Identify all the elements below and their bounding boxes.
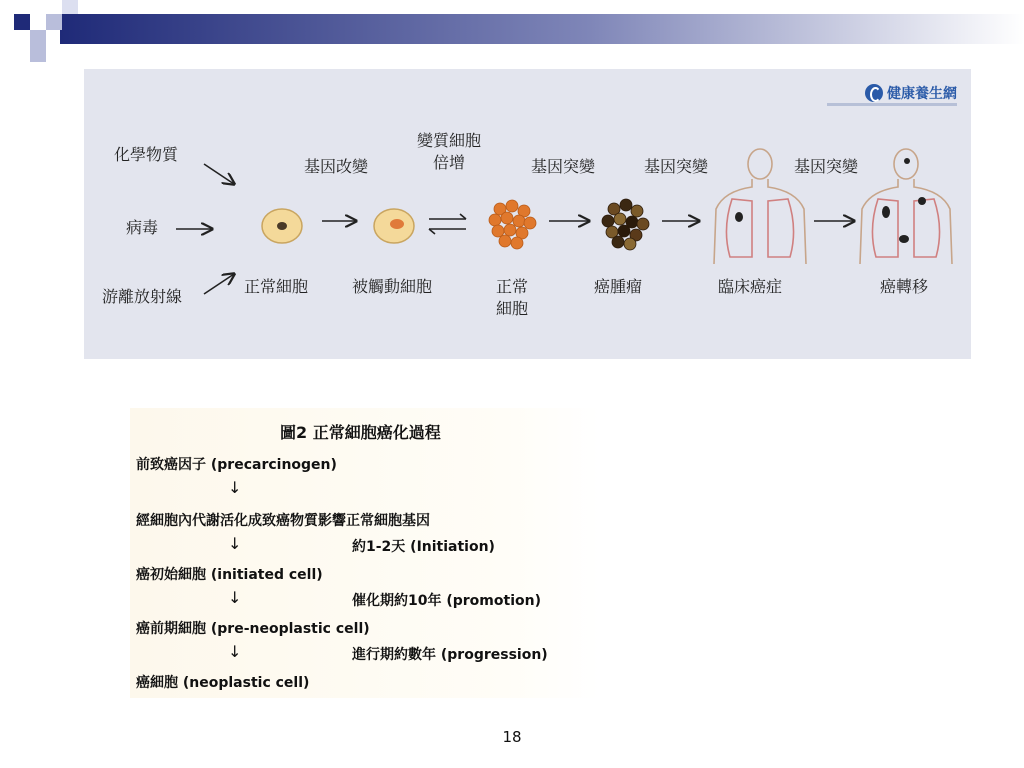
duration-promotion: 催化期約10年 (promotion)	[352, 593, 541, 609]
page-number: 18	[502, 728, 522, 746]
label-gene-change: 基因改變	[304, 157, 369, 176]
equilibrium-arrows	[429, 214, 466, 234]
cause-virus: 病毒	[126, 218, 159, 237]
flow-line-1: 前致癌因子 (precarcinogen)	[136, 457, 337, 473]
stage-normal-cells-2: 細胞	[495, 299, 528, 318]
activated-cell-icon	[374, 209, 414, 243]
cause-arrow-radiation	[204, 274, 234, 294]
duration-initiation: 約1-2天 (Initiation)	[352, 539, 495, 555]
stage-tumor: 癌腫瘤	[594, 277, 643, 296]
flow-line-2: 經細胞內代謝活化成致癌物質影響正常細胞基因	[136, 513, 430, 529]
flow-line-4: 癌前期細胞 (pre-neoplastic cell)	[136, 621, 370, 637]
label-mutation-1: 基因突變	[531, 157, 596, 176]
tumor-icon	[602, 199, 649, 250]
flow-line-5: 癌細胞 (neoplastic cell)	[136, 675, 310, 691]
clinical-cancer-torso-icon	[714, 149, 806, 264]
figure2-title: 圖2 正常細胞癌化過程	[280, 423, 441, 442]
stage-normal-cell: 正常細胞	[244, 277, 309, 296]
cell-cluster-icon	[489, 200, 536, 249]
stage-metastasis: 癌轉移	[880, 277, 929, 296]
stage-activated-cell: 被觸動細胞	[352, 277, 433, 296]
metastasis-torso-icon	[860, 149, 952, 264]
down-arrow-4: ↓	[228, 642, 242, 661]
normal-cell-icon	[262, 209, 302, 243]
cause-arrow-chemical	[204, 164, 234, 184]
logo-text: 健康養生網	[887, 86, 957, 102]
cause-radiation: 游離放射線	[102, 287, 183, 306]
stage-normal-cells-1: 正常	[495, 277, 528, 296]
duration-progression: 進行期約數年 (progression)	[352, 647, 548, 663]
label-mutation-2: 基因突變	[644, 157, 709, 176]
cause-chemical: 化學物質	[114, 145, 179, 164]
label-proliferation-1: 變質細胞	[416, 131, 481, 150]
stage-clinical-cancer: 臨床癌症	[718, 277, 783, 296]
flow-line-3: 癌初始細胞 (initiated cell)	[136, 567, 323, 583]
label-mutation-3: 基因突變	[794, 157, 859, 176]
diagram-illustrations	[84, 69, 971, 359]
slide-header-bar	[0, 0, 1024, 62]
down-arrow-3: ↓	[228, 588, 242, 607]
cancer-progression-diagram	[84, 69, 971, 359]
down-arrow-1: ↓	[228, 478, 242, 497]
down-arrow-2: ↓	[228, 534, 242, 553]
figure2-panel	[130, 408, 600, 698]
label-proliferation-2: 倍增	[432, 153, 465, 172]
tumor-spot	[735, 212, 743, 222]
